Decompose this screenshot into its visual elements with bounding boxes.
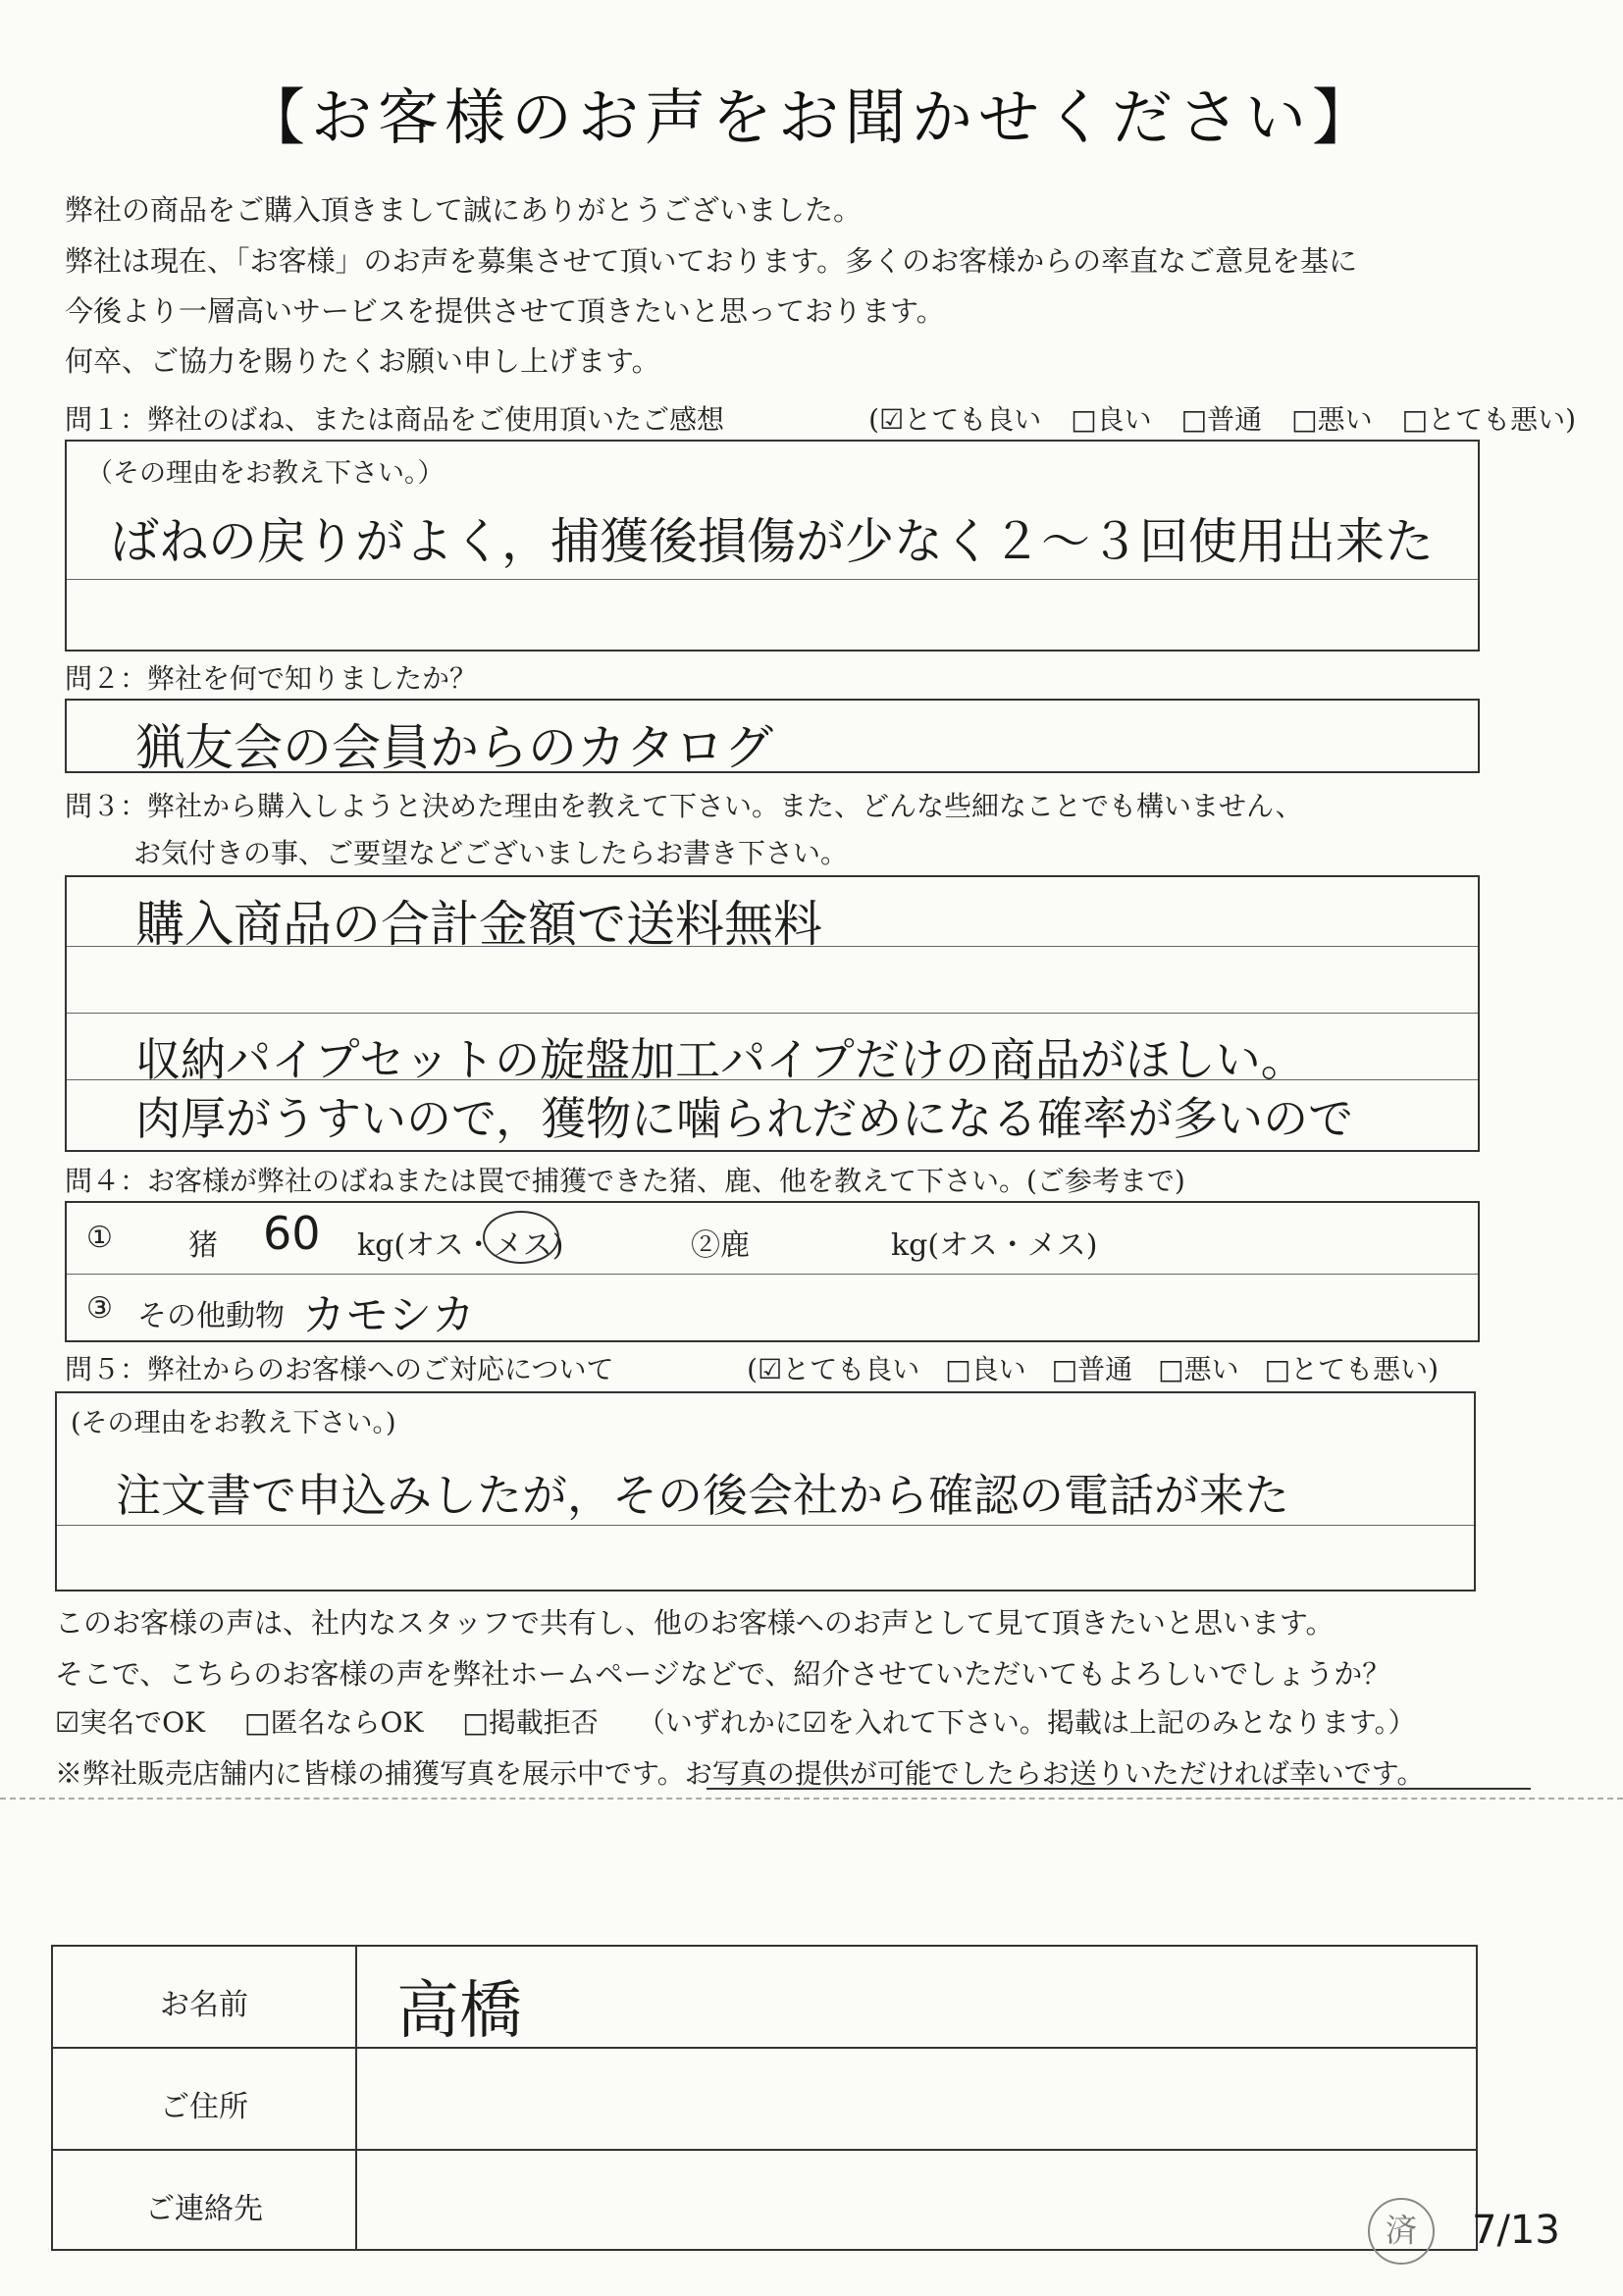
q3-answer-box[interactable] xyxy=(65,875,1480,1152)
publish-line2: そこで、こちらのお客様の声を弊社ホームページなどで、紹介させていただいてもよろしいでしょうか？ xyxy=(55,1657,1391,1691)
q3-question-line2: お気付きの事、ご要望などございましたらお書き下さい。 xyxy=(133,837,849,869)
q1-reason-label: （その理由をお教え下さい。） xyxy=(86,458,445,489)
q4-answer-box[interactable] xyxy=(65,1201,1480,1342)
q1-row xyxy=(65,398,1576,438)
tear-line xyxy=(0,1798,1623,1800)
photo-note: ※弊社販売店舗内に皆様の捕獲写真を展示中です。お写真の提供が可能でしたらお送りいただければ幸いです。 xyxy=(55,1757,1425,1790)
date-mark: 7/13 xyxy=(1472,2208,1560,2253)
q3-answer-line1: 購入商品の合計金額で送料無料 xyxy=(135,896,822,953)
q5-reason-label: (その理由をお教え下さい。) xyxy=(71,1408,396,1438)
q4-item2-unit: kg(オス・メス) xyxy=(891,1228,1098,1263)
q4-female-circle-mark xyxy=(483,1211,559,1264)
q3-answer-line2: 収納パイプセットの旋盤加工パイプだけの商品がほしい。 xyxy=(135,1033,1306,1086)
q1-option-bad[interactable]: □悪い xyxy=(1291,403,1373,436)
q2-question: 問２：弊社を何で知りましたか？ xyxy=(65,662,478,695)
q1-answer: ばねの戻りがよく，捕獲後損傷が少なく２～３回使用出来た xyxy=(110,513,1434,570)
q5-option-normal[interactable]: □普通 xyxy=(1051,1353,1133,1385)
q1-option-very-good[interactable]: (☑とても良い xyxy=(868,403,1042,436)
address-label: ご住所 xyxy=(160,2090,248,2124)
publish-line1: このお客様の声は、社内なスタッフで共有し、他のお客様へのお声として見て頂きたいと思います。 xyxy=(55,1606,1335,1640)
q5-option-very-bad[interactable]: □とても悪い) xyxy=(1264,1353,1439,1385)
q5-options xyxy=(747,1348,1439,1387)
q4-item2-label: ②鹿 xyxy=(691,1228,750,1263)
publish-option-real-name[interactable]: ☑実名でOK xyxy=(55,1706,205,1739)
q2-answer-box[interactable] xyxy=(65,699,1480,776)
intro-line-3: 今後より一層高いサービスを提供させて頂きたいと思っております。 xyxy=(65,294,945,328)
page-title: 【お客様のお声をお聞かせください】 xyxy=(243,81,1379,153)
q5-row xyxy=(65,1348,1439,1387)
q4-item3-label: その他動物 xyxy=(137,1299,285,1333)
q2-answer: 猟友会の会員からのカタログ xyxy=(135,719,773,776)
q4-item1-num: ① xyxy=(86,1221,113,1255)
q4-item1-label: 猪 xyxy=(188,1228,218,1263)
publish-options xyxy=(55,1701,1416,1741)
q1-option-normal[interactable]: □普通 xyxy=(1180,403,1263,436)
q5-question: 問５：弊社からのお客様へのご対応について xyxy=(65,1353,614,1385)
name-label: お名前 xyxy=(160,1988,248,2022)
intro-line-4: 何卒、ご協力を賜りたくお願い申し上げます。 xyxy=(65,344,660,378)
photo-note-underline xyxy=(707,1788,1531,1790)
intro-line-1: 弊社の商品をご購入頂きまして誠にありがとうございました。 xyxy=(65,193,863,227)
q3-question-line1: 問３：弊社から購入しようと決めた理由を教えて下さい。また、どんな些細なことでも構いません、 xyxy=(65,790,1303,822)
q5-option-very-good[interactable]: (☑とても良い xyxy=(747,1353,920,1385)
contact-value-redacted[interactable] xyxy=(377,2155,1456,2245)
address-value-redacted[interactable] xyxy=(377,2053,1456,2143)
publish-note: （いずれかに☑を入れて下さい。掲載は上記のみとなります。） xyxy=(637,1706,1416,1739)
q4-item1-weight: 60 xyxy=(263,1207,321,1260)
q1-question: 問１：弊社のばね、または商品をご使用頂いたご感想 xyxy=(65,403,725,436)
processed-stamp: 済 xyxy=(1368,2198,1435,2265)
name-value[interactable]: 高橋 xyxy=(396,1975,522,2048)
q3-answer-line3: 肉厚がうすいので，獲物に噛られだめになる確率が多いので xyxy=(135,1092,1354,1145)
q5-answer: 注文書で申込みしたが，その後会社から確認の電話が来た xyxy=(116,1469,1289,1522)
q1-options xyxy=(868,398,1576,438)
q4-item1-unit: kg(オス・メス) xyxy=(357,1228,564,1263)
q1-option-very-bad[interactable]: □とても悪い) xyxy=(1401,403,1576,436)
publish-option-decline[interactable]: □掲載拒否 xyxy=(462,1706,599,1739)
q4-item3-num: ③ xyxy=(86,1291,113,1326)
customer-info-table xyxy=(51,1945,1478,2251)
q1-answer-box[interactable] xyxy=(65,440,1480,652)
intro-line-2: 弊社は現在、「お客様」のお声を募集させて頂いております。多くのお客様からの率直なご意見を基に xyxy=(65,244,1358,278)
q5-option-good[interactable]: □良い xyxy=(945,1353,1026,1385)
publish-option-anonymous[interactable]: □匿名ならOK xyxy=(243,1706,424,1739)
q4-item3-answer: カモシカ xyxy=(302,1290,475,1340)
contact-label: ご連絡先 xyxy=(145,2192,263,2226)
q4-question: 問４：お客様が弊社のばねまたは罠で捕獲できた猪、鹿、他を教えて下さい。(ご参考まで) xyxy=(65,1165,1185,1197)
q5-option-bad[interactable]: □悪い xyxy=(1158,1353,1239,1385)
q5-answer-box[interactable] xyxy=(55,1391,1476,1592)
q1-option-good[interactable]: □良い xyxy=(1071,403,1152,436)
